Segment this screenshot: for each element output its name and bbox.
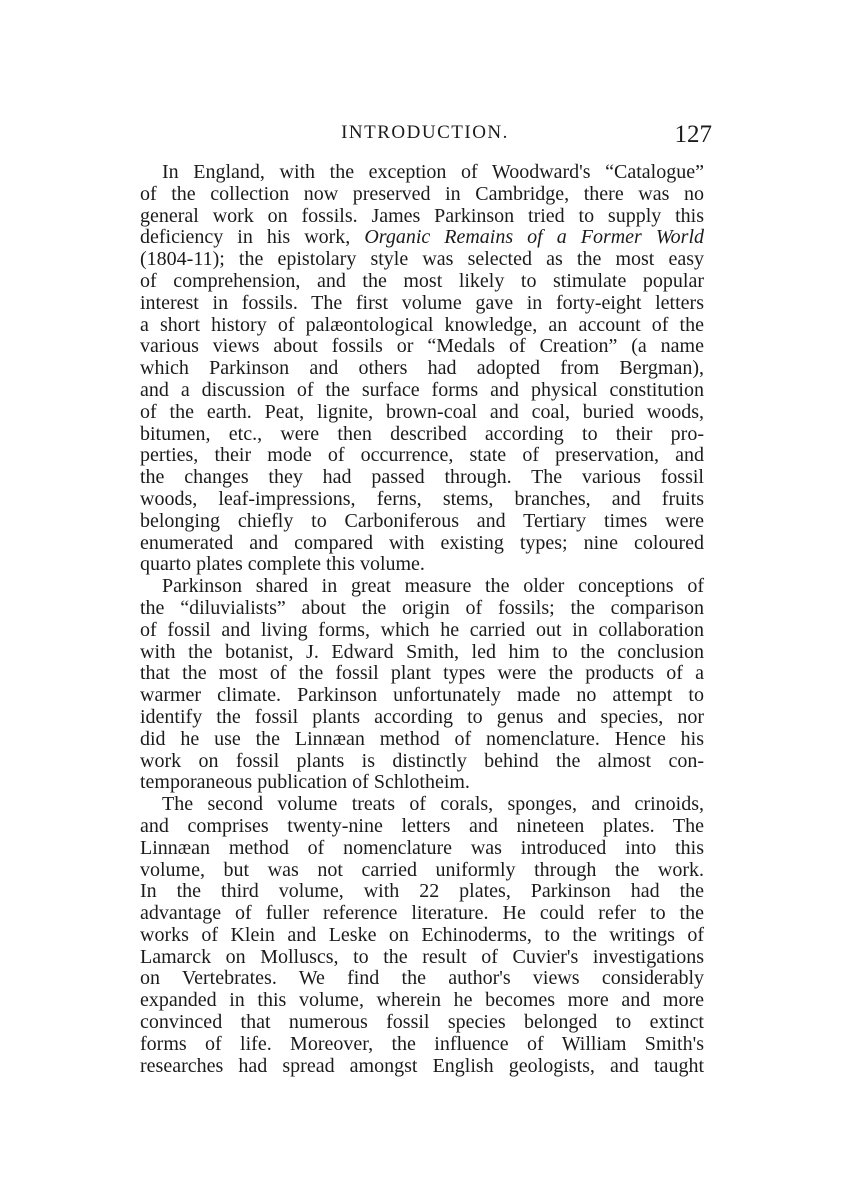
text-segment: convinced that numerous fossil species belonged to extinct [140,1011,704,1034]
text-segment: temporaneous publication of Schlotheim. [140,771,470,794]
text-line [140,620,704,642]
text-segment: general work on fossils. James Parkinson tried to supply this [140,204,704,227]
text-line [140,227,704,249]
text-line [140,816,704,838]
text-segment: expanded in this volume, wherein he becomes more and more [140,989,704,1012]
text-line [140,293,704,315]
text-line [140,1034,704,1056]
text-segment: perties, their mode of occurrence, state of preservation, and [140,444,704,467]
text-line [140,402,704,424]
text-segment: bitumen, etc., were then described according to their pro- [140,422,704,445]
text-segment: of the collection now preserved in Cambridge, there was no [140,182,704,205]
text-segment: The second volume treats of corals, sponges, and crinoids, [162,793,704,816]
text-segment: works of Klein and Leske on Echinoderms, to the writings of [140,923,704,946]
text-segment: deficiency in his work, [140,226,365,249]
text-line [140,947,704,969]
text-line [140,881,704,903]
page-number: 127 [674,121,712,148]
text-line [140,968,704,990]
text-segment: forms of life. Moreover, the influence of William Smith's [140,1032,704,1055]
italic-title: Organic Remains of a Former World [364,226,704,249]
running-title: INTRODUCTION. [341,122,509,143]
body-text [140,162,704,1077]
text-line [140,206,704,228]
text-line [140,162,704,184]
text-line [140,598,704,620]
text-segment: on Vertebrates. We find the author's views considerably [140,967,704,990]
text-segment: woods, leaf-impressions, ferns, stems, branches, and fruits [140,487,704,510]
text-line [140,467,704,489]
text-line [140,315,704,337]
text-segment: (1804-11); the epistolary style was selected as the most easy [140,248,704,271]
text-segment: the changes they had passed through. The various fossil [140,466,704,489]
text-line [140,1012,704,1034]
text-segment: Linnæan method of nomenclature was introduced into this [140,836,704,859]
text-segment: the “diluvialists” about the origin of fossils; the comparison [140,596,704,619]
text-segment: of comprehension, and the most likely to stimulate popular [140,269,704,292]
text-line [140,729,704,751]
text-segment: enumerated and compared with existing types; nine coloured [140,531,704,554]
text-line [140,271,704,293]
text-segment: identify the fossil plants according to genus and species, nor [140,705,704,728]
text-segment: belonging chiefly to Carboniferous and Tertiary times were [140,509,704,532]
text-line [140,707,704,729]
paragraph [140,576,704,794]
text-line [140,184,704,206]
text-segment: did he use the Linnæan method of nomenclature. Hence his [140,727,704,750]
paragraph [140,162,704,576]
text-line [140,358,704,380]
text-line [140,663,704,685]
text-segment: In England, with the exception of Woodward's “Catalogue” [162,161,704,183]
text-segment: that the most of the fossil plant types were the products of a [140,662,704,685]
text-segment: and comprises twenty-nine letters and nineteen plates. The [140,814,704,837]
running-head [140,118,710,148]
text-segment: In the third volume, with 22 plates, Parkinson had the [140,880,704,903]
text-segment: and a discussion of the surface forms and physical constitution [140,378,704,401]
text-line [140,511,704,533]
text-segment: various views about fossils or “Medals of Creation” (a name [140,335,704,358]
text-line [140,751,704,773]
text-line [140,1056,704,1078]
text-segment: researches had spread amongst English geologists, and taught [140,1054,704,1077]
text-line [140,925,704,947]
text-segment: work on fossil plants is distinctly behind the almost con- [140,749,704,772]
text-segment: of the earth. Peat, lignite, brown-coal and coal, buried woods, [140,400,704,423]
text-segment: quarto plates complete this volume. [140,553,425,576]
text-line [140,990,704,1012]
text-segment: a short history of palæontological knowledge, an account of the [140,313,704,336]
text-line [140,642,704,664]
paragraph [140,794,704,1077]
text-line [140,249,704,271]
text-line [140,772,704,794]
text-line [140,576,704,598]
text-line [140,794,704,816]
text-line [140,838,704,860]
text-line [140,554,704,576]
text-segment: with the botanist, J. Edward Smith, led him to the conclusion [140,640,704,663]
text-line [140,380,704,402]
text-segment: advantage of fuller reference literature. He could refer to the [140,902,704,925]
text-segment: Lamarck on Molluscs, to the result of Cuvier's investigations [140,945,704,968]
text-line [140,445,704,467]
text-segment: Parkinson shared in great measure the older conceptions of [162,575,704,598]
text-line [140,489,704,511]
text-line [140,860,704,882]
text-line [140,685,704,707]
text-line [140,336,704,358]
text-segment: warmer climate. Parkinson unfortunately made no attempt to [140,684,704,707]
text-segment: volume, but was not carried uniformly through the work. [140,858,704,881]
text-segment: interest in fossils. The first volume gave in forty-eight letters [140,291,704,314]
text-segment: which Parkinson and others had adopted from Bergman), [140,357,704,380]
text-segment: of fossil and living forms, which he carried out in collaboration [140,618,704,641]
text-line [140,903,704,925]
text-line [140,533,704,555]
text-line [140,424,704,446]
